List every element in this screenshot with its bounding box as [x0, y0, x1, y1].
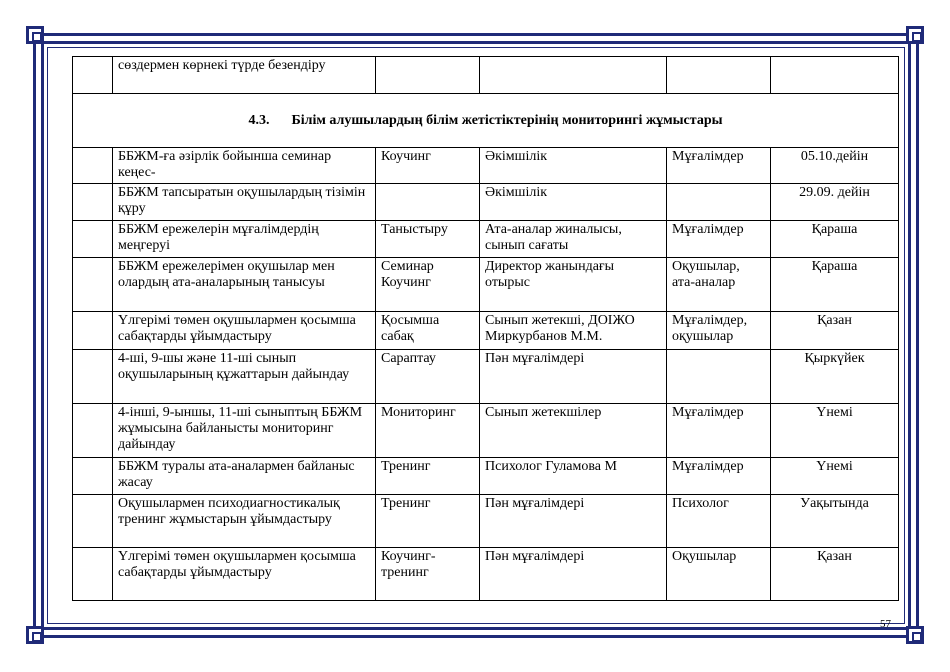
cell-responsible: Сынып жетекші, ДОІЖО Миркурбанов М.М. [480, 312, 667, 350]
cell-responsible: Пән мұғалімдері [480, 495, 667, 548]
cell-responsible [480, 57, 667, 94]
cell-form: Тренинг [376, 495, 480, 548]
table-row [73, 548, 899, 601]
cell-date: Үнемі [771, 458, 899, 495]
cell-activity: Оқушылармен психодиагностикалық тренинг жұмыстарын ұйымдастыру [113, 495, 376, 548]
cell-date: Қараша [771, 258, 899, 312]
cell-audience: Мұғалімдер [667, 458, 771, 495]
cell-responsible: Сынып жетекшілер [480, 404, 667, 458]
plan-table [72, 56, 899, 601]
table-row [73, 312, 899, 350]
cell-responsible: Директор жанындағы отырыс [480, 258, 667, 312]
cell-responsible: Әкімшілік [480, 184, 667, 221]
cell-audience: Оқушылар [667, 548, 771, 601]
table-row [73, 148, 899, 184]
cell-audience: Мұғалімдер [667, 404, 771, 458]
section-number: 4.3. [248, 113, 270, 128]
cell-form [376, 57, 480, 94]
table-row [73, 258, 899, 312]
frame-corner-ornament [906, 626, 924, 644]
cell-audience: Мұғалімдер [667, 148, 771, 184]
cell-audience: Оқушылар, ата-аналар [667, 258, 771, 312]
frame-corner-ornament [26, 26, 44, 44]
cell-activity: ББЖМ туралы ата-аналармен байланыс жасау [113, 458, 376, 495]
cell-date: Қазан [771, 548, 899, 601]
frame-corner-ornament [26, 626, 44, 644]
cell-date: Қараша [771, 221, 899, 258]
cell-number [73, 495, 113, 548]
cell-activity: ББЖМ-ға әзірлік бойынша семинар кеңес- [113, 148, 376, 184]
cell-form: Қосымша сабақ [376, 312, 480, 350]
cell-number [73, 548, 113, 601]
page-number: 57 [880, 618, 891, 628]
cell-audience: Мұғалімдер, оқушылар [667, 312, 771, 350]
cell-responsible: Әкімшілік [480, 148, 667, 184]
cell-number [73, 258, 113, 312]
cell-date: 29.09. дейін [771, 184, 899, 221]
cell-date [771, 57, 899, 94]
cell-date: Қыркүйек [771, 350, 899, 404]
frame-corner-ornament [906, 26, 924, 44]
cell-number [73, 458, 113, 495]
table-row [73, 404, 899, 458]
cell-number [73, 350, 113, 404]
cell-activity: 4-інші, 9-ыншы, 11-ші сыныптың ББЖМ жұмысына байланысты мониторинг дайындау [113, 404, 376, 458]
cell-number [73, 221, 113, 258]
cell-number [73, 148, 113, 184]
cell-activity: ББЖМ ережелерін мұғалімдердің меңгеруі [113, 221, 376, 258]
cell-number [73, 57, 113, 94]
cell-date: Үнемі [771, 404, 899, 458]
section-heading [73, 94, 899, 148]
cell-date: Қазан [771, 312, 899, 350]
cell-date: Уақытында [771, 495, 899, 548]
cell-responsible: Психолог Гуламова М [480, 458, 667, 495]
cell-form: Коучинг-тренинг [376, 548, 480, 601]
table-row [73, 495, 899, 548]
cell-responsible: Пән мұғалімдері [480, 350, 667, 404]
cell-audience: Психолог [667, 495, 771, 548]
cell-audience [667, 350, 771, 404]
cell-responsible: Пән мұғалімдері [480, 548, 667, 601]
cell-activity: ББЖМ тапсыратын оқушылардың тізімін құру [113, 184, 376, 221]
cell-activity: ББЖМ ережелерімен оқушылар мен олардың ата-аналарының танысуы [113, 258, 376, 312]
cell-number [73, 404, 113, 458]
table-row [73, 458, 899, 495]
cell-audience [667, 184, 771, 221]
cell-form: Таныстыру [376, 221, 480, 258]
cell-form [376, 184, 480, 221]
section-header-row [73, 94, 899, 148]
table-row [73, 184, 899, 221]
cell-activity: Үлгерімі төмен оқушылармен қосымша сабақтарды ұйымдастыру [113, 312, 376, 350]
cell-number [73, 312, 113, 350]
cell-activity: сөздермен көрнекі түрде безендіру [113, 57, 376, 94]
cell-form: Коучинг [376, 148, 480, 184]
cell-activity: Үлгерімі төмен оқушылармен қосымша сабақтарды ұйымдастыру [113, 548, 376, 601]
table-row [73, 350, 899, 404]
table-row [73, 221, 899, 258]
cell-number [73, 184, 113, 221]
cell-responsible: Ата-аналар жиналысы, сынып сағаты [480, 221, 667, 258]
cell-activity: 4-ші, 9-шы және 11-ші сынып оқушыларының құжаттарын дайындау [113, 350, 376, 404]
cell-form: Семинар Коучинг [376, 258, 480, 312]
cell-form: Тренинг [376, 458, 480, 495]
cell-audience [667, 57, 771, 94]
cell-form: Сараптау [376, 350, 480, 404]
cell-audience: Мұғалімдер [667, 221, 771, 258]
cell-form: Мониторинг [376, 404, 480, 458]
section-title: Білім алушылардың білім жетістіктерінің мониторингі жұмыстары [291, 113, 723, 128]
cell-date: 05.10.дейін [771, 148, 899, 184]
table-row [73, 57, 899, 94]
